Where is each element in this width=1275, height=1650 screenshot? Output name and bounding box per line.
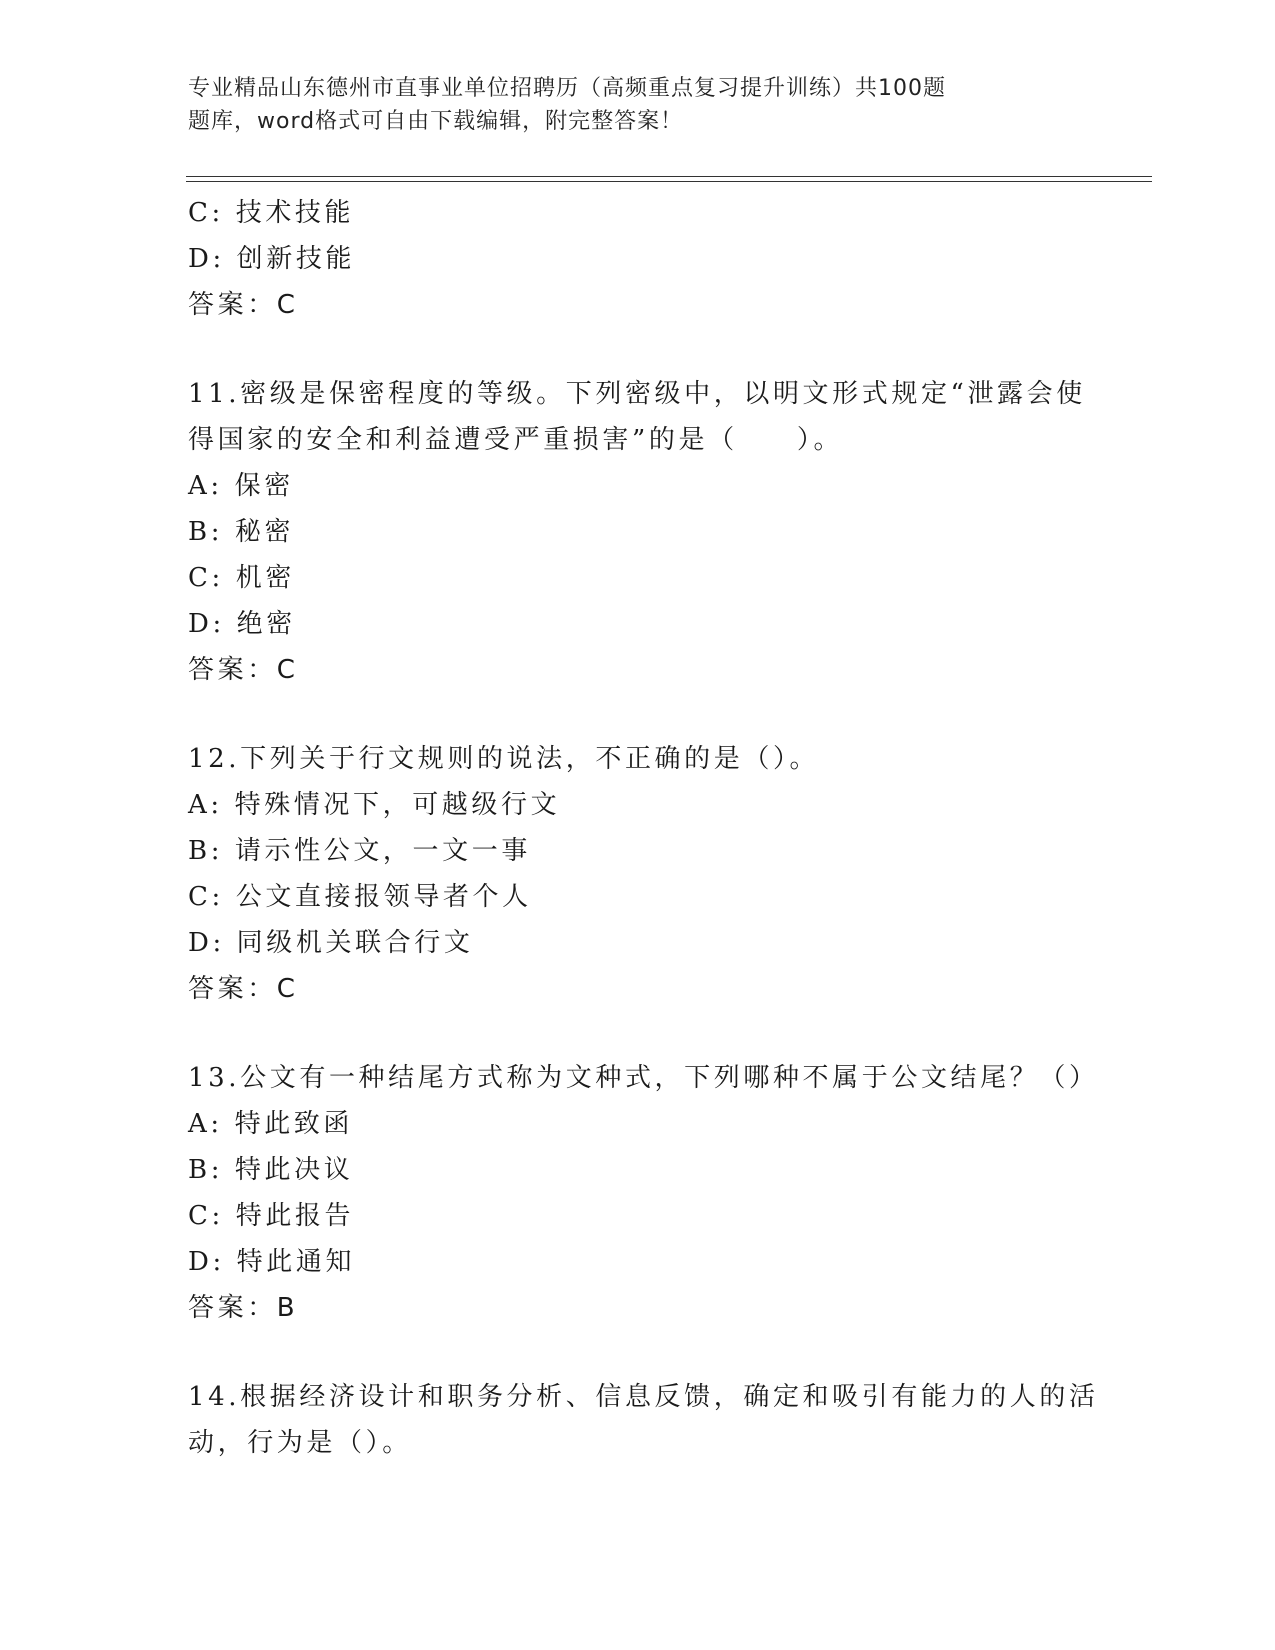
header-title-line-1: 专业精品山东德州市直事业单位招聘历（高频重点复习提升训练）共100题 bbox=[188, 76, 946, 101]
question-13 bbox=[188, 1055, 1099, 1331]
header-divider-top bbox=[186, 176, 1152, 177]
option-c: C: 技术技能 bbox=[188, 198, 355, 228]
question-stem-line-2: 得国家的安全和利益遭受严重损害”的是（ ）。 bbox=[188, 425, 844, 455]
option-d: D: 创新技能 bbox=[188, 244, 356, 274]
question-10-tail bbox=[188, 190, 1088, 328]
option-d: D: 绝密 bbox=[188, 609, 296, 639]
spacer bbox=[188, 1331, 1088, 1374]
question-stem-line-2: 动，行为是（）。 bbox=[188, 1428, 412, 1458]
option-d: D: 特此通知 bbox=[188, 1247, 356, 1277]
question-stem-line-1: 13.公文有一种结尾方式称为文种式，下列哪种不属于公文结尾？（） bbox=[188, 1063, 1099, 1093]
answer: 答案：B bbox=[188, 1293, 299, 1323]
option-d: D: 同级机关联合行文 bbox=[188, 928, 474, 958]
question-11 bbox=[188, 371, 1088, 693]
header-divider-bottom bbox=[186, 181, 1152, 182]
spacer bbox=[188, 1012, 1088, 1055]
spacer bbox=[188, 693, 1088, 736]
option-a: A: 保密 bbox=[188, 471, 294, 501]
answer: 答案：C bbox=[188, 655, 299, 685]
option-c: C: 特此报告 bbox=[188, 1201, 355, 1231]
question-stem-line-1: 11.密级是保密程度的等级。下列密级中，以明文形式规定“泄露会使 bbox=[188, 379, 1086, 409]
answer: 答案：C bbox=[188, 974, 299, 1004]
question-12 bbox=[188, 736, 1088, 1012]
option-a: A: 特此致函 bbox=[188, 1109, 354, 1139]
option-a: A: 特殊情况下，可越级行文 bbox=[188, 790, 561, 820]
question-stem-line-1: 14.根据经济设计和职务分析、信息反馈，确定和吸引有能力的人的活 bbox=[188, 1382, 1099, 1412]
option-c: C: 机密 bbox=[188, 563, 295, 593]
question-14 bbox=[188, 1374, 1099, 1466]
option-c: C: 公文直接报领导者个人 bbox=[188, 882, 532, 912]
option-b: B: 秘密 bbox=[188, 517, 295, 547]
header-title-line-2: 题库，word格式可自由下载编辑，附完整答案！ bbox=[188, 109, 684, 134]
question-stem-line-1: 12.下列关于行文规则的说法，不正确的是（）。 bbox=[188, 744, 820, 774]
question-list bbox=[188, 190, 1099, 1466]
option-b: B: 特此决议 bbox=[188, 1155, 354, 1185]
spacer bbox=[188, 328, 1088, 371]
page-header bbox=[188, 72, 1028, 138]
option-b: B: 请示性公文，一文一事 bbox=[188, 836, 531, 866]
answer: 答案：C bbox=[188, 290, 299, 320]
